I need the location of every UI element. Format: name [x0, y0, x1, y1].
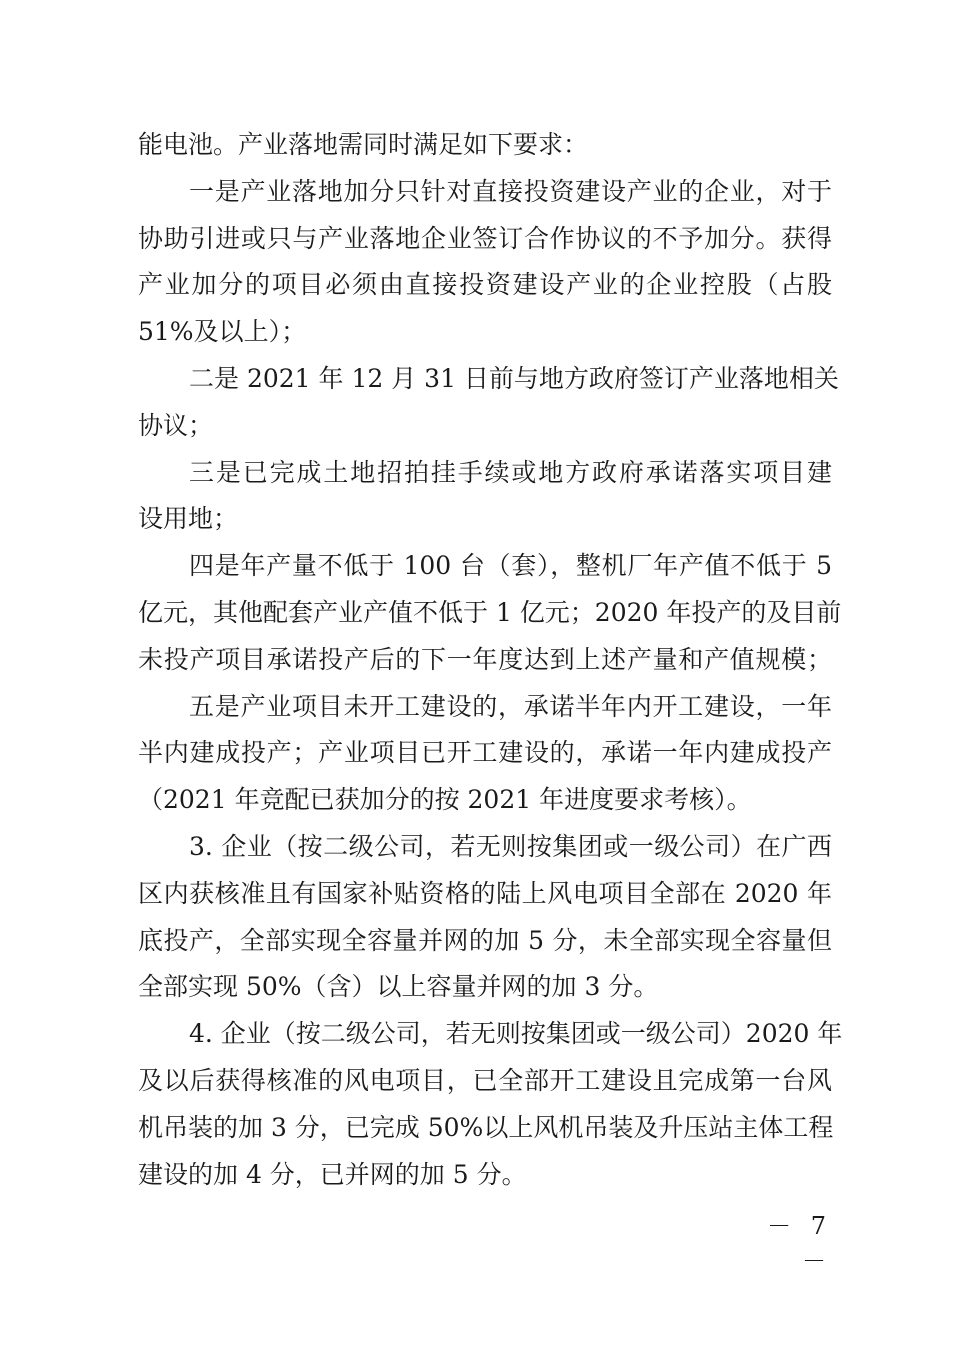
- text-line: 51%及以上）；: [138, 317, 307, 347]
- text-line: 半内建成投产；产业项目已开工建设的，承诺一年内建成投产: [138, 738, 832, 768]
- text-line: （2021 年竞配已获加分的按 2021 年进度要求考核）。: [138, 785, 752, 815]
- text-line: 协助引进或只与产业落地企业签订合作协议的不予加分。获得: [138, 223, 832, 253]
- text-line: 亿元，其他配套产业产值不低于 1 亿元；2020 年投产的及目前: [138, 597, 842, 627]
- text-line: 四是年产量不低于 100 台（套），整机厂年产值不低于 5: [189, 551, 832, 581]
- text-line: 三是已完成土地招拍挂手续或地方政府承诺落实项目建: [189, 457, 832, 487]
- text-line: 一是产业落地加分只针对直接投资建设产业的企业，对于: [189, 176, 832, 206]
- text-line: 设用地；: [138, 504, 239, 534]
- text-line: 建设的加 4 分，已并网的加 5 分。: [138, 1159, 527, 1189]
- text-line: 机吊装的加 3 分，已完成 50%以上风机吊装及升压站主体工程: [138, 1112, 834, 1142]
- page-number: － 7 －: [767, 1212, 832, 1275]
- text-line: 全部实现 50%（含）以上容量并网的加 3 分。: [138, 972, 659, 1002]
- text-line: 3. 企业（按二级公司，若无则按集团或一级公司）在广西: [189, 831, 832, 861]
- text-line: 能电池。产业落地需同时满足如下要求：: [138, 130, 589, 159]
- text-line: 未投产项目承诺投产后的下一年度达到上述产量和产值规模；: [138, 644, 832, 674]
- text-line: 五是产业项目未开工建设的，承诺半年内开工建设，一年: [189, 691, 832, 721]
- text-line: 底投产，全部实现全容量并网的加 5 分，未全部实现全容量但: [138, 925, 832, 955]
- text-line: 区内获核准且有国家补贴资格的陆上风电项目全部在 2020 年: [138, 878, 832, 908]
- document-body: [138, 122, 843, 1198]
- text-line: 4. 企业（按二级公司，若无则按集团或一级公司）2020 年: [189, 1019, 843, 1049]
- text-line: 产业加分的项目必须由直接投资建设产业的企业控股（占股: [138, 270, 832, 300]
- text-line: 协议；: [138, 410, 214, 440]
- text-line: 二是 2021 年 12 月 31 日前与地方政府签订产业落地相关: [189, 363, 839, 393]
- text-line: 及以后获得核准的风电项目，已全部开工建设且完成第一台风: [138, 1065, 832, 1095]
